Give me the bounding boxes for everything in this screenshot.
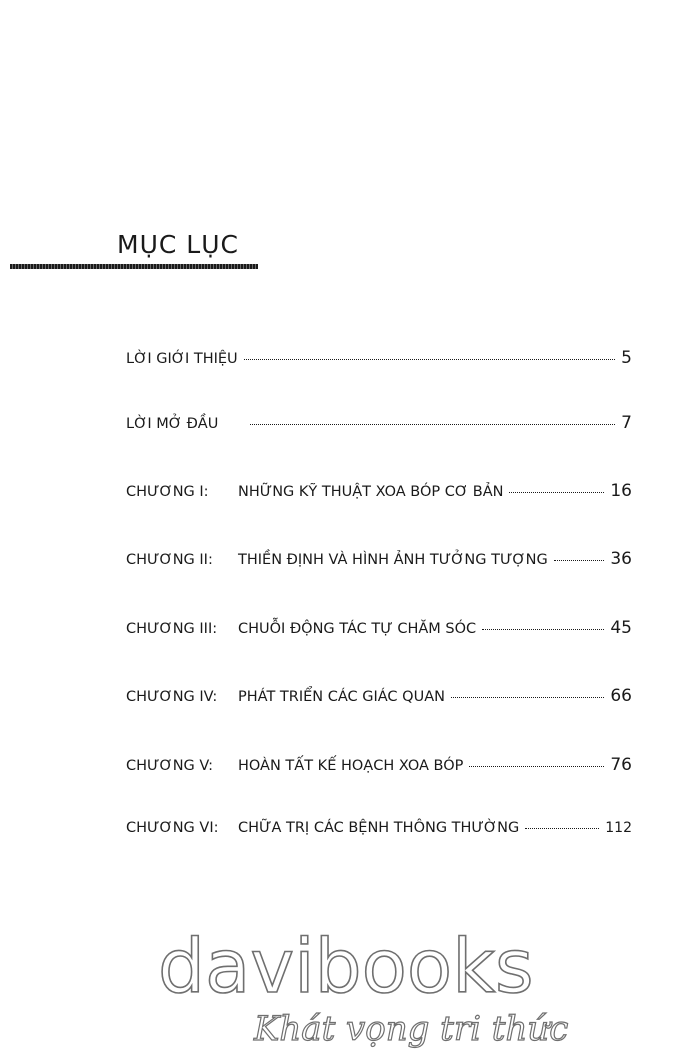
chapter-label: CHƯƠNG III: (126, 621, 218, 637)
chapter-title: PHÁT TRIỂN CÁC GIÁC QUAN (238, 689, 445, 705)
dot-leader (509, 492, 604, 493)
chapter-label: CHƯƠNG IV: (126, 689, 218, 705)
entry-page-number: 5 (621, 348, 632, 368)
chapter-title: THIỀN ĐỊNH VÀ HÌNH ẢNH TƯỞNG TƯỢNG (238, 552, 548, 568)
dot-leader (482, 629, 604, 630)
chapter-title: CHUỖI ĐỘNG TÁC TỰ CHĂM SÓC (238, 621, 477, 637)
entry-page-number: 112 (605, 820, 632, 836)
heading-underline (10, 264, 258, 269)
toc-entry-chapter-6[interactable] (126, 820, 632, 848)
entry-page-number: 76 (610, 755, 632, 775)
dot-leader (469, 766, 604, 767)
watermark-tagline: Khát vọng tri thức (254, 1009, 569, 1049)
entry-page-number: 7 (621, 413, 632, 433)
chapter-label: CHƯƠNG V: (126, 758, 214, 774)
dot-leader (525, 828, 599, 829)
chapter-title: HOÀN TẤT KẾ HOẠCH XOA BÓP (238, 758, 464, 774)
entry-page-number: 45 (610, 618, 632, 638)
dot-leader (244, 359, 616, 360)
toc-entry-chapter-2[interactable] (126, 549, 632, 577)
entry-page-number: 66 (610, 686, 632, 706)
dot-leader (451, 697, 604, 698)
dot-leader (250, 424, 615, 425)
toc-entry-chapter-3[interactable] (126, 618, 632, 646)
chapter-title: CHỮA TRỊ CÁC BỆNH THÔNG THƯỜNG (238, 820, 520, 836)
toc-heading: MỤC LỤC (117, 230, 239, 259)
watermark-logo: davibooks (158, 924, 534, 1010)
toc-entry-chapter-4[interactable] (126, 686, 632, 714)
entry-label: LỜI GIỚI THIỆU (126, 351, 238, 367)
toc-entry-foreword[interactable] (126, 413, 632, 441)
chapter-label: CHƯƠNG II: (126, 552, 213, 568)
entry-label: LỜI MỞ ĐẦU (126, 416, 219, 432)
toc-entry-chapter-1[interactable] (126, 481, 632, 509)
dot-leader (554, 560, 605, 561)
toc-entry-chapter-5[interactable] (126, 755, 632, 783)
chapter-label: CHƯƠNG VI: (126, 820, 219, 836)
entry-page-number: 36 (610, 549, 632, 569)
chapter-label: CHƯƠNG I: (126, 484, 209, 500)
toc-entry-intro[interactable] (126, 348, 632, 376)
chapter-title: NHỮNG KỸ THUẬT XOA BÓP CƠ BẢN (238, 484, 504, 500)
entry-page-number: 16 (610, 481, 632, 501)
